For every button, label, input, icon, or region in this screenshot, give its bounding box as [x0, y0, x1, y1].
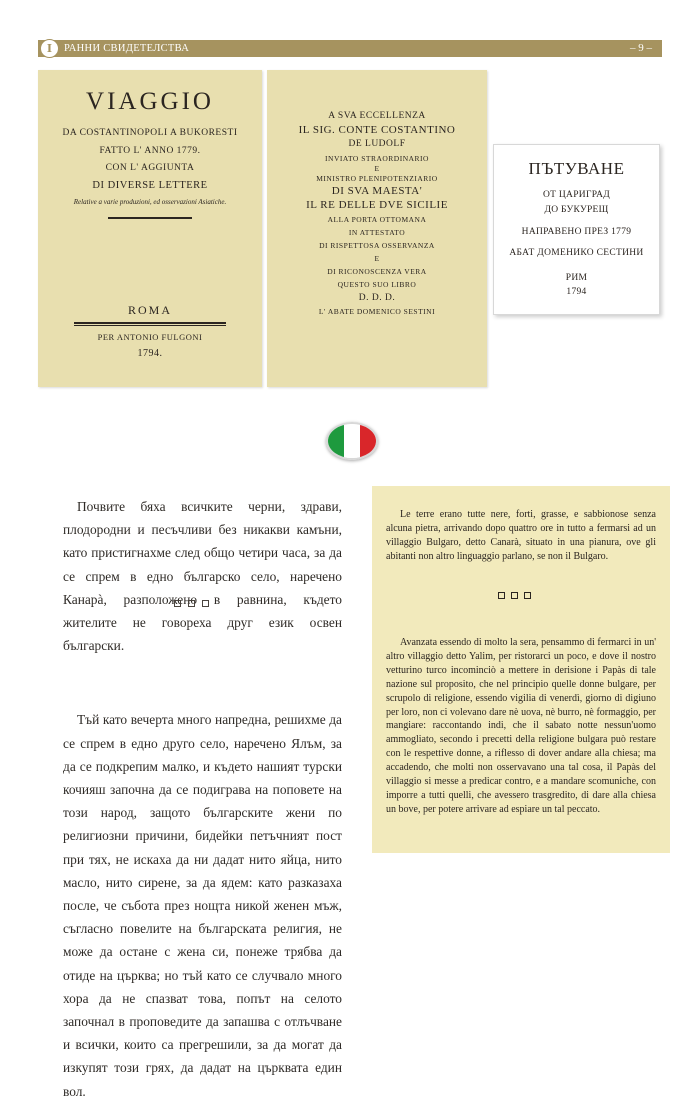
- flag-stripe-red: [360, 424, 376, 458]
- chapter-title: РАННИ СВИДЕТЕЛСТВА: [64, 43, 190, 54]
- scan-line: DA COSTANTINOPOLI A BUKORESTI: [62, 128, 238, 138]
- chapter-badge: [40, 39, 59, 58]
- dedication-page-scan: [267, 70, 487, 387]
- square-icon: [511, 592, 518, 599]
- scan-line: INVIATO STRAORDINARIO: [325, 154, 429, 163]
- translation-line: ДО БУКУРЕЩ: [544, 205, 609, 215]
- divider: [74, 325, 226, 326]
- italian-paragraph-block: [386, 508, 656, 564]
- scan-line: E: [374, 254, 380, 263]
- translation-title: ПЪТУВАНЕ: [528, 159, 625, 178]
- flag-stripe-white: [344, 424, 360, 458]
- scan-line: IL RE DELLE DVE SICILIE: [306, 199, 448, 211]
- scan-line: CON L' AGGIUNTA: [105, 163, 195, 173]
- square-icon: [202, 600, 209, 607]
- translation-line: ОТ ЦАРИГРАД: [542, 190, 611, 200]
- divider: [108, 217, 192, 219]
- page-number: – 9 –: [630, 42, 652, 54]
- scan-line: IN ATTESTATO: [348, 228, 406, 237]
- scan-line: FATTO L' ANNO 1779.: [99, 146, 201, 156]
- bulgarian-text: [63, 495, 342, 1103]
- italian-paragraph-block: [386, 636, 656, 817]
- scan-line: DE LUDOLF: [348, 139, 406, 149]
- divider: [74, 322, 226, 324]
- scan-line: A SVA ECCELLENZA: [328, 111, 426, 121]
- translation-line: РИМ: [565, 273, 588, 283]
- scan-line: L' ABATE DOMENICO SESTINI: [318, 307, 436, 316]
- scan-title: VIAGGIO: [86, 88, 214, 115]
- title-page-scan: [38, 70, 262, 387]
- scan-line: QUESTO SUO LIBRO: [337, 280, 417, 289]
- scan-line: DI DIVERSE LETTERE: [92, 180, 208, 191]
- translation-line: 1794: [566, 287, 587, 297]
- square-icon: [174, 600, 181, 607]
- paragraph: Le terre erano tutte nere, forti, grasse, e sabbionose senza alcuna pietra, arrivando dopo quattro ore in tutto a fermarsi ad un villaggio Bulgaro, detto Canarà, situato in una pianura, ove gli abitanti non altro linguaggio parlano, se non il Bulgaro.: [386, 509, 656, 562]
- square-icon: [498, 592, 505, 599]
- scan-line: Relative a varie produzioni, ed osservazioni Asiatiche.: [73, 198, 227, 206]
- italian-original-scan: [372, 486, 670, 853]
- scan-place: ROMA: [127, 303, 172, 317]
- separator: [174, 600, 209, 607]
- scan-line: IL SIG. CONTE COSTANTINO: [298, 124, 456, 136]
- scan-line: ALLA PORTA OTTOMANA: [327, 215, 427, 224]
- paragraph: Тъй като вечерта много напредна, решихме да се спрем в едно друго село, наречено Ялъм, за да се подкрепим малко, и където нашият турски кочияш започна да се подиграва на поповете на този народ, защото българските жени по религиозни причини, бидейки петъчният пост при тях, не искаха да ни дадат нито яйца, нито масло, нито сирене, за да ядем: като разказаха после, че събота през нощта никой женен мъж, съгласно повелите на българската религия, не може да остане с жена си, понеже трябва да отиде на църква; но тъй като се случвало много хора да не спазват това, попът на селото започнал в проповедите да запашва с отлъчване и всички, които са прегрешили, за да могат да изкупят този грях, да дадат на църквата един вол.: [63, 712, 342, 1099]
- scan-line: DI SVA MAESTA': [331, 185, 423, 197]
- translation-card: [493, 144, 660, 315]
- chapter-number: I: [46, 42, 53, 55]
- square-icon: [524, 592, 531, 599]
- paragraph: Avanzata essendo di molto la sera, pensammo di fermarci in un' altro villaggio detto Yalim, per ristorarci un poco, e dove il nostro vetturino turco incominciò a mettere in derisione i Papàs di tale nazione sul proposito, che nel principio quelle donne bulgare, per scrupolo di religione, essendo vigilia di venerdì, giorno di digiuno per loro, non ci volevano dare nè uova, nè burro, nè formaggio, per mangiare: raccontando indi, che il sabato notte nessun'uomo ammogliato, secondo i precetti della religione bulgara può restare con le respettive donne, a riflesso di dover andare alla chiesa; ma accadendo, che molti non osservavano una tal cosa, il Papàs del villaggio si messe a predicar contro, e a mandare scomuniche, con imporre a tutti quelli, che avessero trasgredito, di dare alla chiesa un bove, per potere arrivare ad espiare un tal peccato.: [386, 637, 656, 815]
- scan-line: E: [374, 164, 380, 173]
- scan-printer: PER ANTONIO FULGONI: [97, 332, 203, 342]
- scan-line: MINISTRO PLENIPOTENZIARIO: [316, 174, 438, 183]
- translation-line: АБАТ ДОМЕНИКО СЕСТИНИ: [509, 248, 644, 258]
- scan-line: DI RICONOSCENZA VERA: [327, 267, 427, 276]
- square-icon: [188, 600, 195, 607]
- translation-line: НАПРАВЕНО ПРЕЗ 1779: [521, 227, 632, 237]
- scan-line: D. D. D.: [358, 293, 396, 303]
- separator-space: [63, 657, 342, 708]
- separator: [498, 592, 531, 599]
- flag-stripe-green: [328, 424, 344, 458]
- paragraph: Почвите бяха всичките черни, здрави, плодородни и песъчливи без никакви камъни, като пристигнахме след общо четири часа, за да се спрем в едно българско село, наречено Канарà, разположено в равнина, където жителите не говореха друг език освен български.: [63, 499, 342, 654]
- scan-line: DI RISPETTOSA OSSERVANZA: [319, 241, 435, 250]
- scan-year: 1794.: [137, 348, 163, 359]
- page-header: [38, 40, 662, 57]
- italy-flag-icon: [326, 422, 378, 460]
